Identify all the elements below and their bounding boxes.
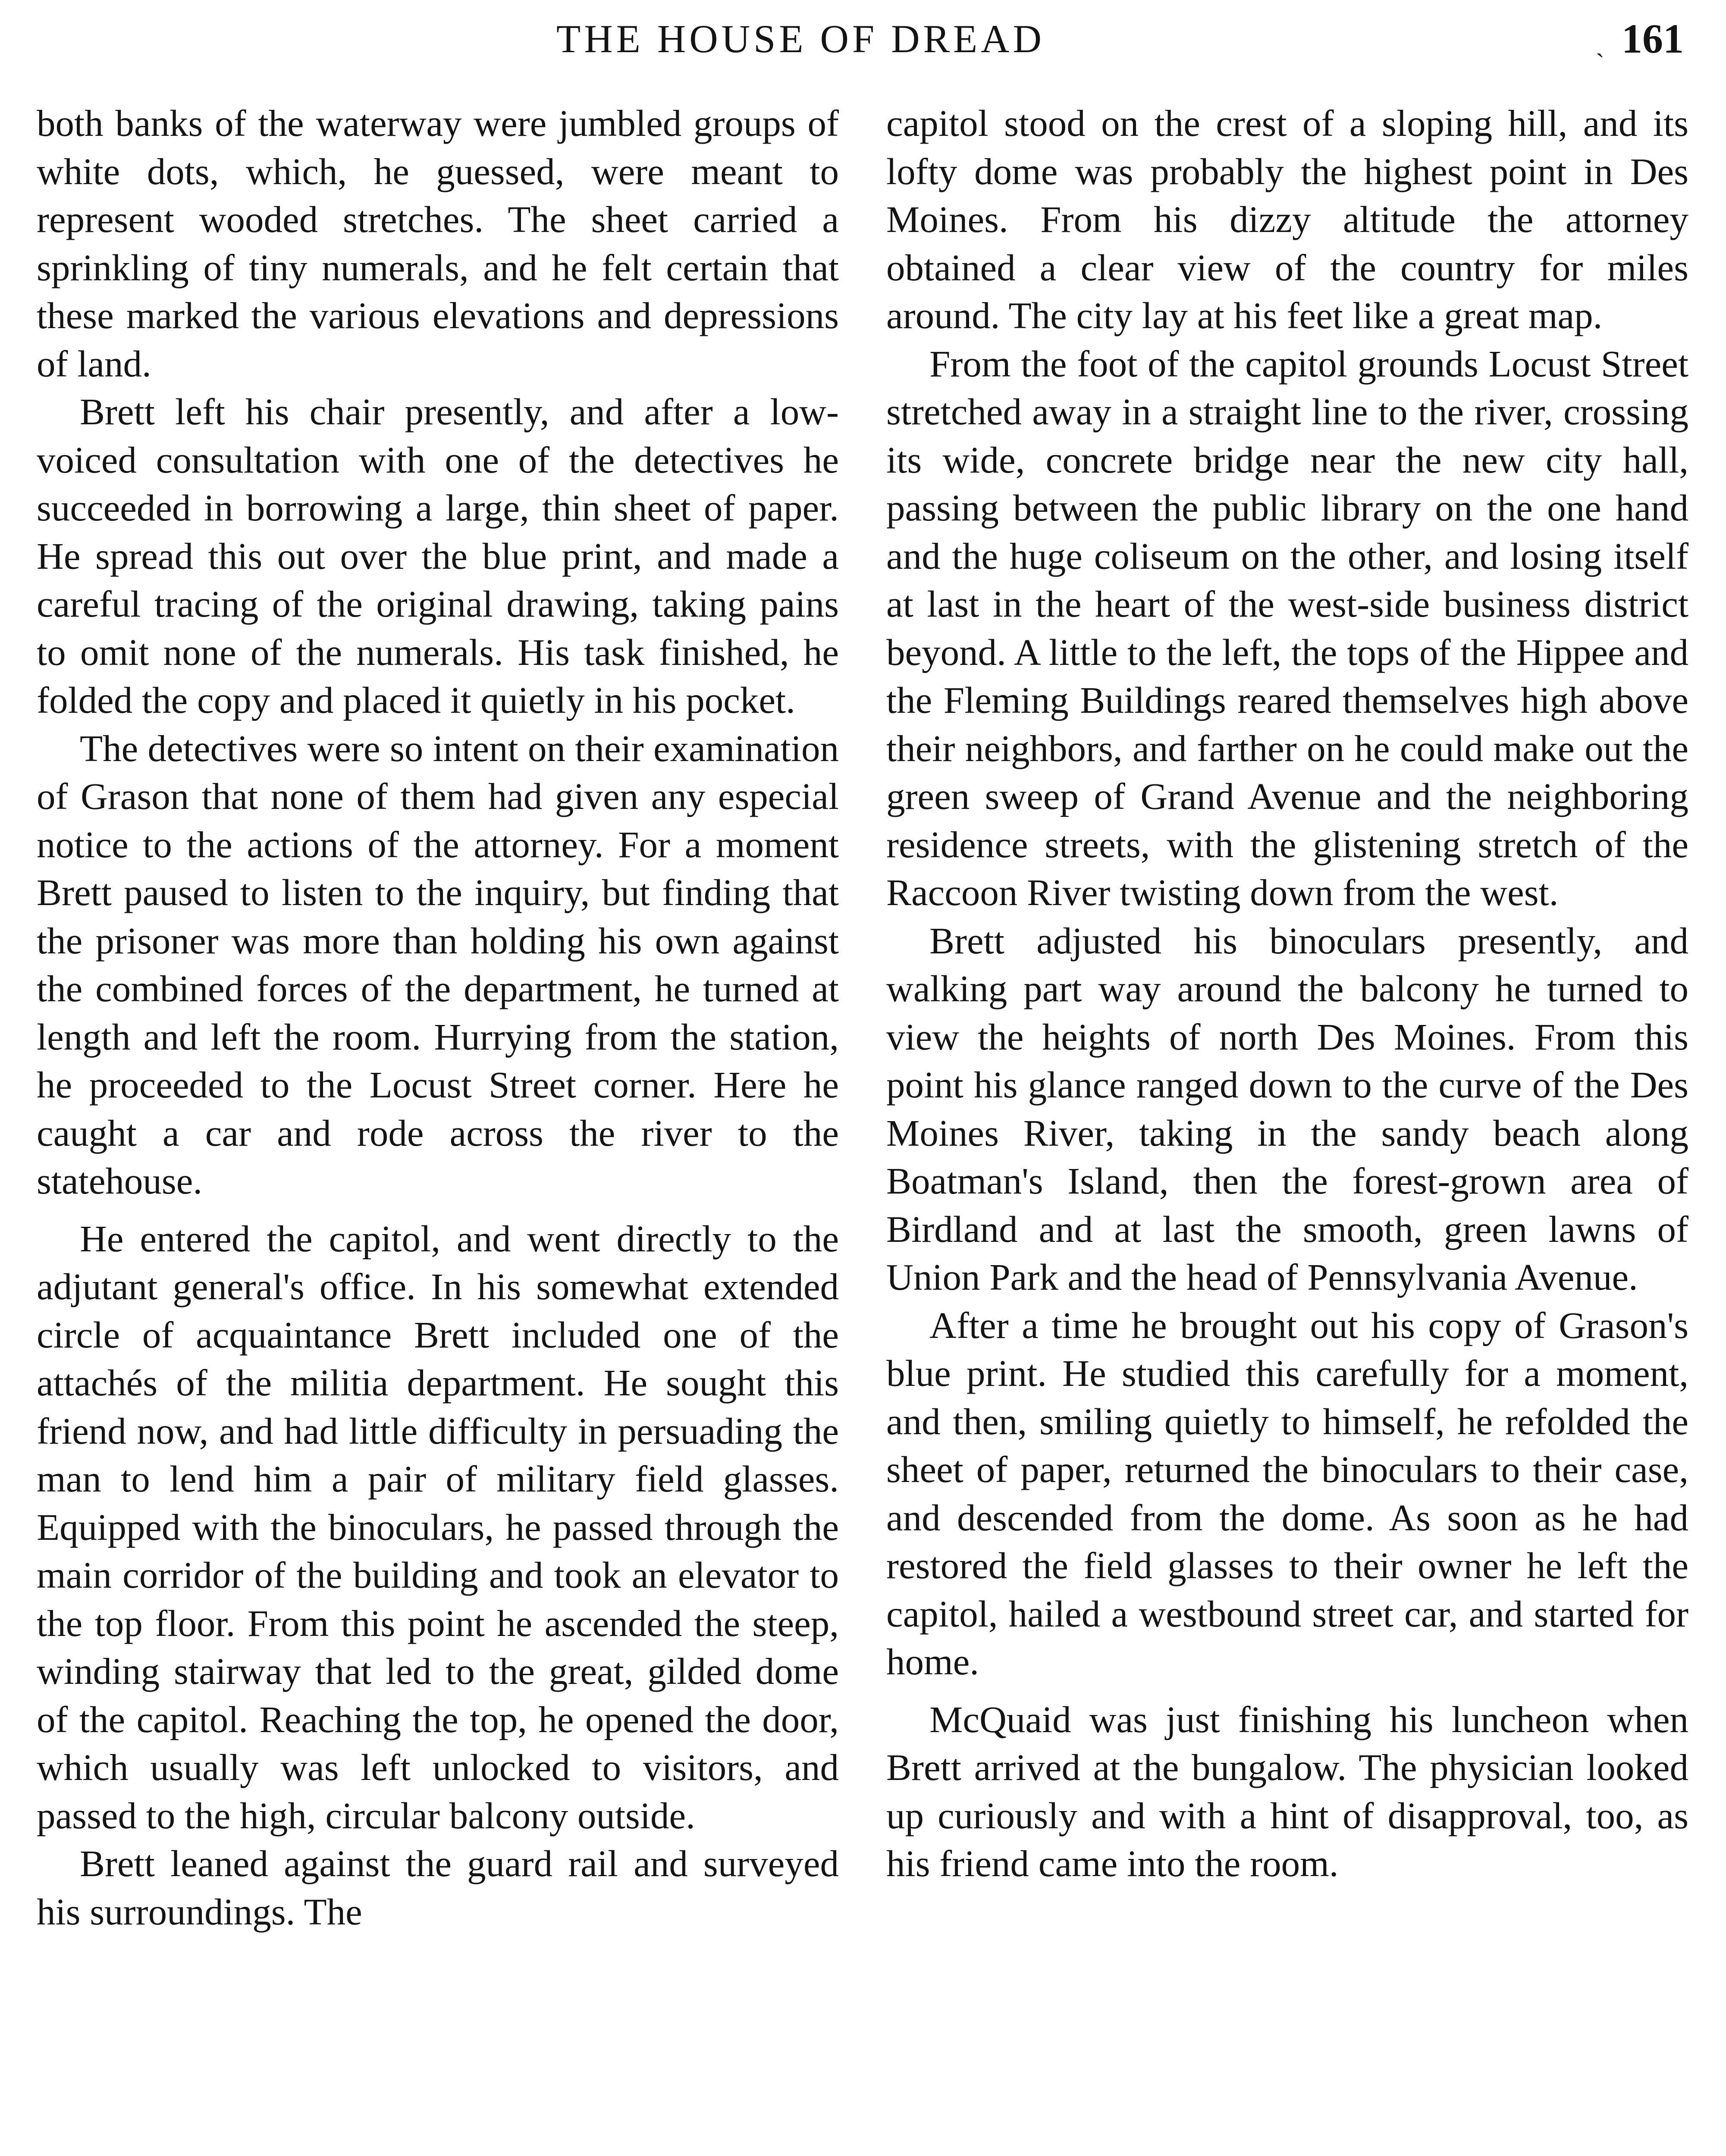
- paragraph: After a time he brought out his copy of Grason's blue print. He studied this carefully for a moment, and then, smiling quietly to himself, he refolded the sheet of paper, returned the binoculars to their case, and descended from the dome. As soon as he had restored the field glasses to their owner he left the capitol, hailed a westbound street car, and started for home.: [886, 1304, 1688, 1683]
- paragraph: Brett leaned against the guard rail and surveyed his surroundings. The: [37, 1843, 839, 1933]
- header-mark: ˏ: [1596, 29, 1604, 57]
- right-column-text: [886, 99, 1688, 1888]
- paragraph: The detectives were so intent on their examination of Grason that none of them had given any especial notice to the actions of the attorney. For a moment Brett paused to listen to the inquiry, but finding that the prisoner was more than holding his own against the combined forces of the department, he turned at length and left the room. Hurrying from the station, he proceeded to the Locust Street corner. Here he caught a car and rode across the river to the statehouse.: [37, 727, 839, 1202]
- paragraph: capitol stood on the crest of a sloping hill, and its lofty dome was probably the highest point in Des Moines. From his dizzy altitude the attorney obtained a clear view of the country for miles around. The city lay at his feet like a great map.: [886, 102, 1688, 336]
- right-column: [886, 99, 1688, 1888]
- paragraph: He entered the capitol, and went directly to the adjutant general's office. In his somewhat extended circle of acquaintance Brett included one of the attachés of the militia department. He sought this friend now, and had little difficulty in persuading the man to lend him a pair of military field glasses. Equipped with the binoculars, he passed through the main corridor of the building and took an elevator to the top floor. From this point he ascended the steep, winding stairway that led to the great, gilded dome of the capitol. Reaching the top, he opened the door, which usually was left unlocked to visitors, and passed to the high, circular balcony outside.: [37, 1217, 839, 1836]
- paragraph: both banks of the waterway were jumbled groups of white dots, which, he guessed, were meant to represent wooded stretches. The sheet carried a sprinkling of tiny numerals, and he felt certain that these marked the various elevations and depressions of land.: [37, 102, 839, 385]
- paragraph: From the foot of the capitol grounds Locust Street stretched away in a straight line to the river, crossing its wide, concrete bridge near the new city hall, passing between the public library on the one hand and the huge coliseum on the other, and losing itself at last in the heart of the west-side business district beyond. A little to the left, the tops of the Hippee and the Fleming Buildings reared themselves high above their neighbors, and farther on he could make out the green sweep of Grand Avenue and the neighboring residence streets, with the glistening stretch of the Raccoon River twisting down from the west.: [886, 342, 1688, 913]
- page-number: 161: [1622, 16, 1684, 62]
- paragraph: McQuaid was just finishing his luncheon when Brett arrived at the bungalow. The physician looked up curiously and with a hint of disapproval, too, as his friend came into the room.: [886, 1698, 1688, 1884]
- paragraph: Brett left his chair presently, and after a low-voiced consultation with one of the detectives he succeeded in borrowing a large, thin sheet of paper. He spread this out over the blue print, and made a careful tracing of the original drawing, taking pains to omit none of the numerals. His task finished, he folded the copy and placed it quietly in his pocket.: [37, 391, 839, 721]
- left-column: [37, 99, 839, 1936]
- left-column-text: [37, 99, 839, 1936]
- paragraph: Brett adjusted his binoculars presently, and walking part way around the balcony he turned to view the heights of north Des Moines. From this point his glance ranged down to the curve of the Des Moines River, taking in the sandy beach along Boatman's Island, then the forest-grown area of Birdland and at last the smooth, green lawns of Union Park and the head of Pennsylvania Avenue.: [886, 919, 1688, 1298]
- running-header: [0, 13, 1726, 65]
- running-title: THE HOUSE OF DREAD: [556, 17, 1045, 61]
